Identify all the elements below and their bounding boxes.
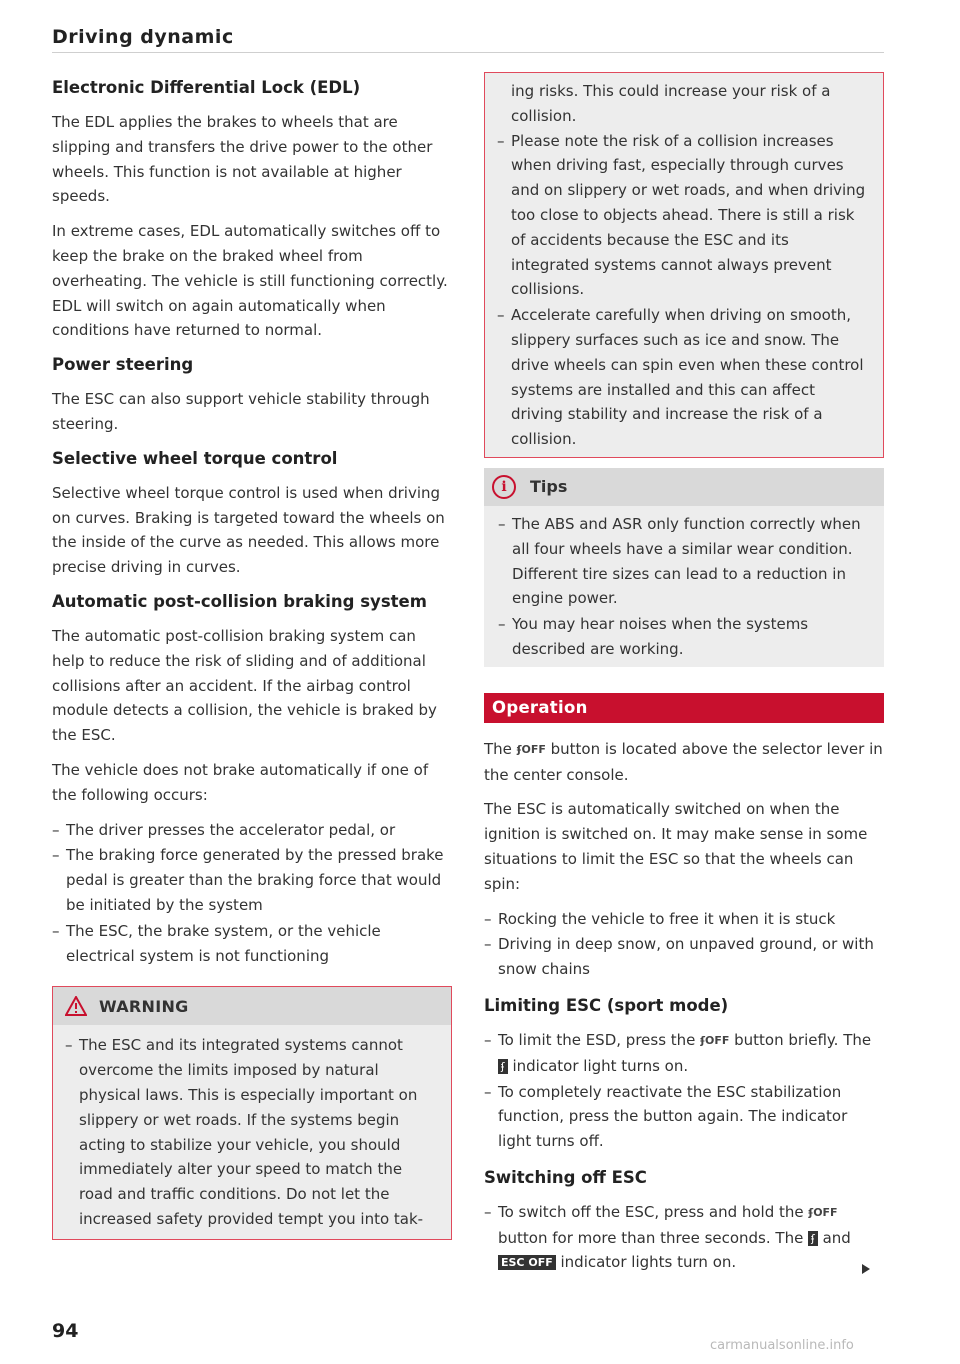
list-item: – The driver presses the accelerator pedal, or <box>52 818 452 843</box>
operation-paragraph-1 <box>484 737 884 788</box>
list-item: – The ESC, the brake system, or the vehicle electrical system is not functioning <box>52 919 452 969</box>
esc-off-button-icon: ʄOFF <box>516 742 546 756</box>
tips-box <box>484 468 884 667</box>
list-item <box>484 1200 884 1275</box>
power-steering-paragraph: The ESC can also support vehicle stability through steering. <box>52 390 430 433</box>
text-fragment: To switch off the ESC, press and hold the <box>498 1202 804 1221</box>
text-fragment: indicator lights turn on. <box>560 1253 737 1272</box>
post-collision-paragraph-2: The vehicle does not brake automatically if one of the following occurs: <box>52 760 429 804</box>
list-item <box>484 1028 884 1079</box>
warning-box <box>52 986 452 1239</box>
torque-control-heading: Selective wheel torque control <box>52 448 338 468</box>
warning-item: – Accelerate carefully when driving on smooth, slippery surfaces such as ice and snow. The drive wheels can spin even when these control systems are installed and this can affect driving stability and increase the risk of a collision. <box>497 303 871 452</box>
switching-off-esc-list <box>484 1200 884 1275</box>
info-icon: i <box>492 475 516 499</box>
operation-list <box>484 907 884 982</box>
warning-label: WARNING <box>99 996 189 1016</box>
tips-header <box>484 468 884 506</box>
operation-paragraph-2: The ESC is automatically switched on when the ignition is switched on. It may make sense in some situations to limit the ESC so that the wheels can spin: <box>484 800 868 893</box>
esc-off-button-icon: ʄOFF <box>808 1205 838 1219</box>
edl-heading: Electronic Differential Lock (EDL) <box>52 78 361 97</box>
text-fragment: button briefly. The <box>734 1030 872 1049</box>
list-item: – To completely reactivate the ESC stabilization function, press the button again. The indicator light turns off. <box>484 1080 884 1154</box>
warning-header <box>53 987 451 1025</box>
text-fragment: and <box>822 1228 851 1247</box>
warning-continuation-lead: ing risks. This could increase your risk of a collision. <box>511 82 831 125</box>
left-column <box>52 72 452 1240</box>
tips-body <box>484 506 884 667</box>
esc-off-button-icon: ʄOFF <box>700 1033 730 1047</box>
text-fragment: button is located above the selector lever in the center console. <box>484 739 883 784</box>
post-collision-heading: Automatic post-collision braking system <box>52 591 427 611</box>
page-header-title: Driving dynamic <box>52 26 234 48</box>
post-collision-list <box>52 818 452 969</box>
post-collision-paragraph-1: The automatic post-collision braking system can help to reduce the risk of sliding and of additional collisions after an accident. If the airbag control module detects a collision, the vehicle is braked by the ESC. <box>52 626 437 745</box>
text-fragment: The <box>484 739 512 758</box>
tips-item: – You may hear noises when the systems described are working. <box>498 612 872 662</box>
text-fragment: To limit the ESD, press the <box>498 1030 696 1049</box>
warning-continuation-box <box>484 72 884 458</box>
warning-item: – The ESC and its integrated systems cannot overcome the limits imposed by natural physical laws. This is especially important on slippery or wet roads. If the systems begin acting to stabilize your vehicle, you should immediately alter your speed to match the road and traffic conditions. Do not let the increased safety provided tempt you into tak- <box>65 1033 439 1231</box>
header-divider <box>52 52 884 53</box>
esc-indicator-icon: ʄ <box>808 1231 818 1246</box>
page-number: 94 <box>52 1320 79 1342</box>
tips-item: – The ABS and ASR only function correctly when all four wheels have a similar wear condition. Different tire sizes can lead to a reduction in engine power. <box>498 512 872 611</box>
text-fragment: indicator light turns on. <box>512 1056 689 1075</box>
esc-off-indicator-icon: ESC OFF <box>498 1255 556 1270</box>
warning-triangle-icon <box>65 996 87 1016</box>
operation-section-title: Operation <box>484 693 884 723</box>
warning-item: – Please note the risk of a collision increases when driving fast, especially through curves and on slippery or wet roads, and when driving too close to objects ahead. There is still a risk of accidents because the ESC and its integrated systems cannot always prevent collisions. <box>497 129 871 303</box>
tips-label: Tips <box>530 477 568 497</box>
torque-control-paragraph: Selective wheel torque control is used when driving on curves. Braking is targeted toward the wheels on the inside of the curve as needed. This allows more precise driving in curves. <box>52 483 445 577</box>
continue-arrow-icon <box>862 1264 870 1274</box>
list-item: – Rocking the vehicle to free it when it is stuck <box>484 907 884 932</box>
list-item: – The braking force generated by the pressed brake pedal is greater than the braking force that would be initiated by the system <box>52 843 452 917</box>
footer-watermark-link[interactable]: carmanualsonline.info <box>710 1338 854 1353</box>
limiting-esc-heading: Limiting ESC (sport mode) <box>484 995 729 1015</box>
switching-off-esc-heading: Switching off ESC <box>484 1167 647 1187</box>
list-item: – Driving in deep snow, on unpaved ground, or with snow chains <box>484 932 884 982</box>
warning-body <box>53 1025 451 1238</box>
text-fragment: button for more than three seconds. The <box>498 1228 804 1247</box>
power-steering-heading: Power steering <box>52 355 194 375</box>
edl-paragraph-1: The EDL applies the brakes to wheels that are slipping and transfers the drive power to the other wheels. This function is not available at higher speeds. <box>52 113 433 206</box>
esc-indicator-icon: ʄ <box>498 1059 508 1074</box>
limiting-esc-list <box>484 1028 884 1154</box>
right-column <box>484 72 884 1287</box>
edl-paragraph-2: In extreme cases, EDL automatically switches off to keep the brake on the braked wheel from overheating. The vehicle is still functioning correctly. EDL will switch on again automatically when conditions have returned to normal. <box>52 222 448 340</box>
